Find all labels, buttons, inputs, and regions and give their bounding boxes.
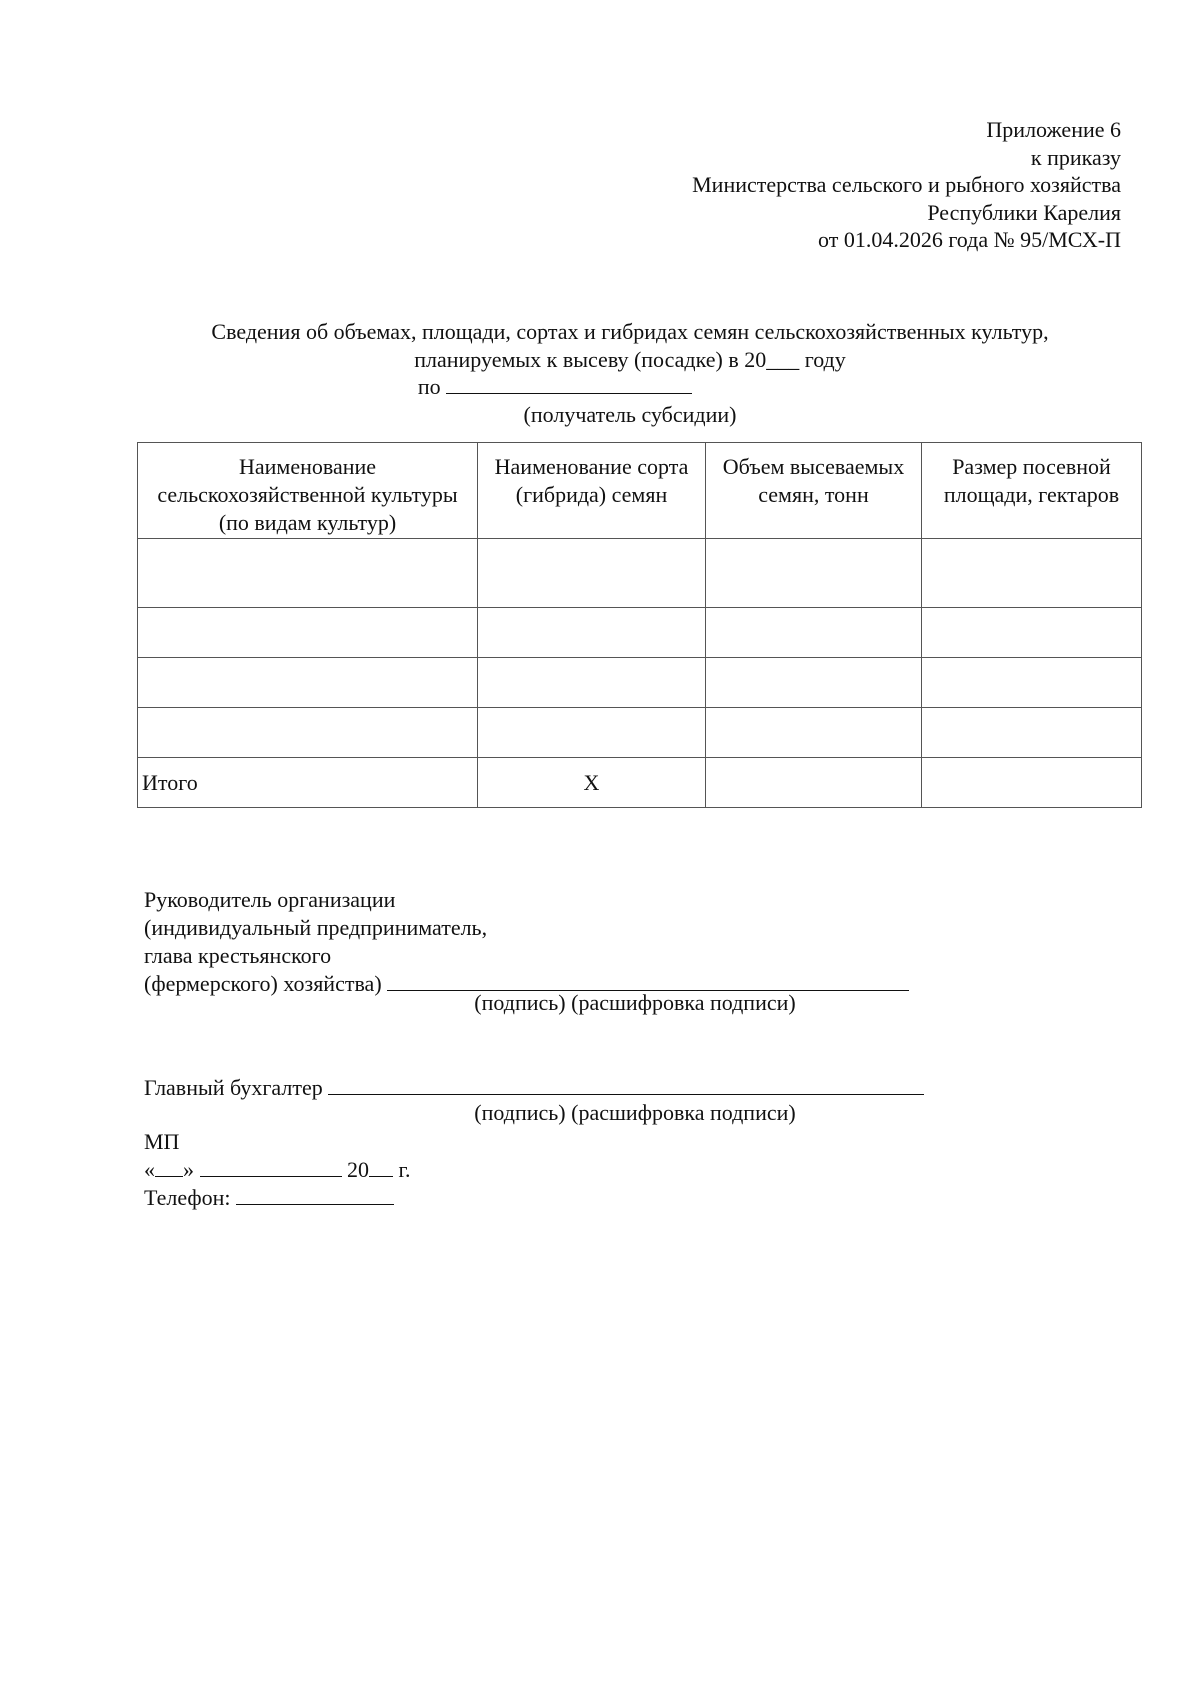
table-row bbox=[138, 608, 1142, 658]
table-cell[interactable] bbox=[138, 708, 478, 758]
total-label: Итого bbox=[138, 758, 478, 808]
header-area: Размер посевной площади, гектаров bbox=[922, 443, 1142, 539]
heading-line: планируемых к высеву (посадке) в 20___ году bbox=[414, 346, 846, 372]
accountant-line bbox=[144, 1074, 924, 1102]
accountant-signature-block bbox=[144, 1074, 924, 1102]
date-open-quote: « bbox=[144, 1157, 155, 1182]
document-heading bbox=[120, 318, 1140, 428]
annex-line: Приложение 6 bbox=[986, 117, 1121, 142]
table-cell[interactable] bbox=[922, 539, 1142, 608]
head-title-line: Руководитель организации bbox=[144, 887, 396, 912]
header-crop: Наименование сельскохозяйственной культуры (по видам культур) bbox=[138, 443, 478, 539]
total-variety-mark: X bbox=[478, 758, 706, 808]
date-year-field[interactable] bbox=[369, 1156, 393, 1177]
table-cell[interactable] bbox=[138, 539, 478, 608]
phone-line bbox=[144, 1184, 411, 1212]
table-header-row bbox=[138, 443, 1142, 539]
recipient-line bbox=[120, 373, 1140, 401]
phone-field[interactable] bbox=[236, 1184, 394, 1205]
table-cell[interactable] bbox=[706, 708, 922, 758]
date-month-field[interactable] bbox=[200, 1156, 342, 1177]
date-line bbox=[144, 1156, 411, 1184]
recipient-field[interactable] bbox=[446, 373, 692, 394]
accountant-label: Главный бухгалтер bbox=[144, 1075, 323, 1100]
table-cell[interactable] bbox=[478, 539, 706, 608]
table-cell[interactable] bbox=[706, 658, 922, 708]
table-row bbox=[138, 539, 1142, 608]
head-title-line: глава крестьянского bbox=[144, 943, 332, 968]
header-variety: Наименование сорта (гибрида) семян bbox=[478, 443, 706, 539]
total-volume-cell[interactable] bbox=[706, 758, 922, 808]
date-year-suffix: г. bbox=[398, 1157, 411, 1182]
head-signature-field[interactable] bbox=[387, 970, 909, 991]
table-row bbox=[138, 658, 1142, 708]
table-cell[interactable] bbox=[478, 708, 706, 758]
annex-block bbox=[692, 116, 1121, 254]
annex-line: от 01.04.2026 года № 95/МСХ-П bbox=[818, 227, 1121, 252]
date-year-prefix: 20 bbox=[347, 1157, 369, 1182]
total-area-cell[interactable] bbox=[922, 758, 1142, 808]
heading-line: Сведения об объемах, площади, сортах и гибридах семян сельскохозяйственных культур, bbox=[211, 319, 1049, 344]
recipient-prefix: по bbox=[417, 374, 441, 399]
accountant-signature-caption: (подпись) (расшифровка подписи) bbox=[474, 1100, 796, 1125]
annex-line: Республики Карелия bbox=[927, 199, 1121, 225]
head-signature-block bbox=[144, 886, 909, 998]
table-cell[interactable] bbox=[138, 658, 478, 708]
date-close-quote: » bbox=[183, 1157, 194, 1182]
table-cell[interactable] bbox=[922, 658, 1142, 708]
head-signature-caption: (подпись) (расшифровка подписи) bbox=[474, 990, 796, 1015]
table-cell[interactable] bbox=[138, 608, 478, 658]
table-cell[interactable] bbox=[922, 608, 1142, 658]
recipient-caption: (получатель субсидии) bbox=[523, 401, 737, 427]
header-volume: Объем высеваемых семян, тонн bbox=[706, 443, 922, 539]
table-cell[interactable] bbox=[478, 658, 706, 708]
table-cell[interactable] bbox=[706, 608, 922, 658]
table-cell[interactable] bbox=[478, 608, 706, 658]
stamp-date-phone-block bbox=[144, 1128, 411, 1212]
head-title-line: (фермерского) хозяйства) bbox=[144, 971, 382, 996]
accountant-signature-field[interactable] bbox=[328, 1074, 924, 1095]
stamp-label: МП bbox=[144, 1129, 180, 1154]
seeds-table bbox=[137, 442, 1142, 808]
phone-label: Телефон: bbox=[144, 1185, 231, 1210]
annex-line: к приказу bbox=[1030, 144, 1121, 170]
head-title-line: (индивидуальный предприниматель, bbox=[144, 915, 488, 940]
table-row bbox=[138, 708, 1142, 758]
total-row bbox=[138, 758, 1142, 808]
table-cell[interactable] bbox=[706, 539, 922, 608]
date-day-field[interactable] bbox=[155, 1156, 183, 1177]
table-cell[interactable] bbox=[922, 708, 1142, 758]
annex-line: Министерства сельского и рыбного хозяйства bbox=[692, 172, 1121, 197]
